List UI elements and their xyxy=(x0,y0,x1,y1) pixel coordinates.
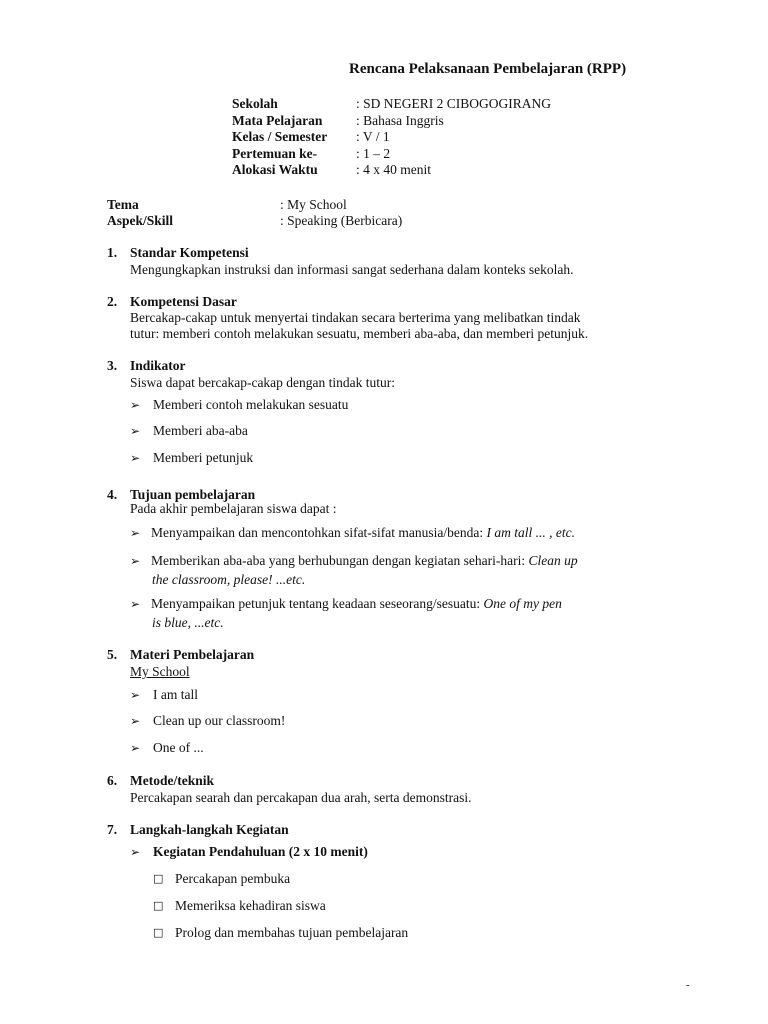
list-item-continuation: is blue, ...etc. xyxy=(152,615,224,630)
subsection-heading: Kegiatan Pendahuluan (2 x 10 menit) xyxy=(153,844,368,859)
section-text: Mengungkapkan instruksi dan informasi sangat sederhana dalam konteks sekolah. xyxy=(130,262,574,277)
box-bullet-icon: □ xyxy=(153,899,164,912)
section-number: 2. xyxy=(107,294,118,309)
section-heading: Kompetensi Dasar xyxy=(130,294,237,309)
box-bullet-icon: □ xyxy=(153,926,164,939)
identity-value: : V / 1 xyxy=(356,129,390,144)
list-item-text: Menyampaikan dan mencontohkan sifat-sifat manusia/benda: xyxy=(151,525,487,540)
list-item: Percakapan pembuka xyxy=(175,871,291,886)
section-number: 7. xyxy=(107,822,118,837)
section-number: 3. xyxy=(107,358,118,373)
list-item xyxy=(151,595,562,613)
tema-value: : My School xyxy=(280,197,347,212)
identity-value: : SD NEGERI 2 CIBOGOGIRANG xyxy=(356,96,551,111)
section-number: 4. xyxy=(107,487,118,502)
list-item: Memberi petunjuk xyxy=(153,450,254,465)
identity-label: Mata Pelajaran xyxy=(232,113,323,128)
arrow-bullet-icon: ➢ xyxy=(130,688,141,702)
identity-label: Pertemuan ke- xyxy=(232,146,318,161)
list-item-text: Menyampaikan petunjuk tentang keadaan seseorang/sesuatu: xyxy=(151,596,484,611)
list-item: Memeriksa kehadiran siswa xyxy=(175,898,326,913)
aspek-label: Aspek/Skill xyxy=(107,213,174,228)
list-item: Clean up our classroom! xyxy=(153,713,286,728)
page-footer-mark: - xyxy=(686,979,690,991)
list-item-continuation: the classroom, please! ...etc. xyxy=(152,572,306,587)
list-item xyxy=(151,552,578,570)
list-item xyxy=(151,524,575,542)
identity-label: Alokasi Waktu xyxy=(232,162,318,177)
section-number: 1. xyxy=(107,245,118,260)
identity-value: : 1 – 2 xyxy=(356,146,391,161)
list-item: Memberi contoh melakukan sesuatu xyxy=(153,397,349,412)
section-heading: Standar Kompetensi xyxy=(130,245,249,260)
section-text: Bercakap-cakap untuk menyertai tindakan secara berterima yang melibatkan tindak xyxy=(130,310,581,325)
arrow-bullet-icon: ➢ xyxy=(130,554,141,568)
arrow-bullet-icon: ➢ xyxy=(130,451,141,465)
arrow-bullet-icon: ➢ xyxy=(130,398,141,412)
section-heading: Metode/teknik xyxy=(130,773,214,788)
identity-value: : Bahasa Inggris xyxy=(356,113,444,128)
box-bullet-icon: □ xyxy=(153,872,164,885)
section-text: tutur: memberi contoh melakukan sesuatu, memberi aba-aba, dan memberi petunjuk. xyxy=(130,326,589,341)
section-text: Pada akhir pembelajaran siswa dapat : xyxy=(130,501,337,516)
section-number: 5. xyxy=(107,647,118,662)
page-title: Rencana Pelaksanaan Pembelajaran (RPP) xyxy=(349,61,627,77)
list-item-example: One of my pen xyxy=(483,596,562,611)
section-text: Siswa dapat bercakap-cakap dengan tindak tutur: xyxy=(130,375,396,390)
list-item-example: Clean up xyxy=(528,553,578,568)
section-number: 6. xyxy=(107,773,118,788)
list-item-text: Memberikan aba-aba yang berhubungan dengan kegiatan sehari-hari: xyxy=(151,553,529,568)
list-item: Memberi aba-aba xyxy=(153,423,248,438)
arrow-bullet-icon: ➢ xyxy=(130,741,141,755)
arrow-bullet-icon: ➢ xyxy=(130,714,141,728)
arrow-bullet-icon: ➢ xyxy=(130,424,141,438)
section-text: Percakapan searah dan percakapan dua arah, serta demonstrasi. xyxy=(130,790,472,805)
list-item: One of ... xyxy=(153,740,204,755)
aspek-value: : Speaking (Berbicara) xyxy=(280,213,403,228)
section-heading: Langkah-langkah Kegiatan xyxy=(130,822,289,837)
arrow-bullet-icon: ➢ xyxy=(130,597,141,611)
section-heading: Indikator xyxy=(130,358,186,373)
section-heading: Tujuan pembelajaran xyxy=(130,487,256,502)
list-item-example: I am tall ... , etc. xyxy=(486,525,576,540)
tema-label: Tema xyxy=(107,197,139,212)
section-subheading: My School xyxy=(130,664,190,679)
list-item: I am tall xyxy=(153,687,198,702)
identity-label: Sekolah xyxy=(232,96,278,111)
list-item: Prolog dan membahas tujuan pembelajaran xyxy=(175,925,409,940)
identity-value: : 4 x 40 menit xyxy=(356,162,431,177)
section-heading: Materi Pembelajaran xyxy=(130,647,255,662)
identity-label: Kelas / Semester xyxy=(232,129,328,144)
arrow-bullet-icon: ➢ xyxy=(130,526,141,540)
arrow-bullet-icon: ➢ xyxy=(130,845,141,859)
